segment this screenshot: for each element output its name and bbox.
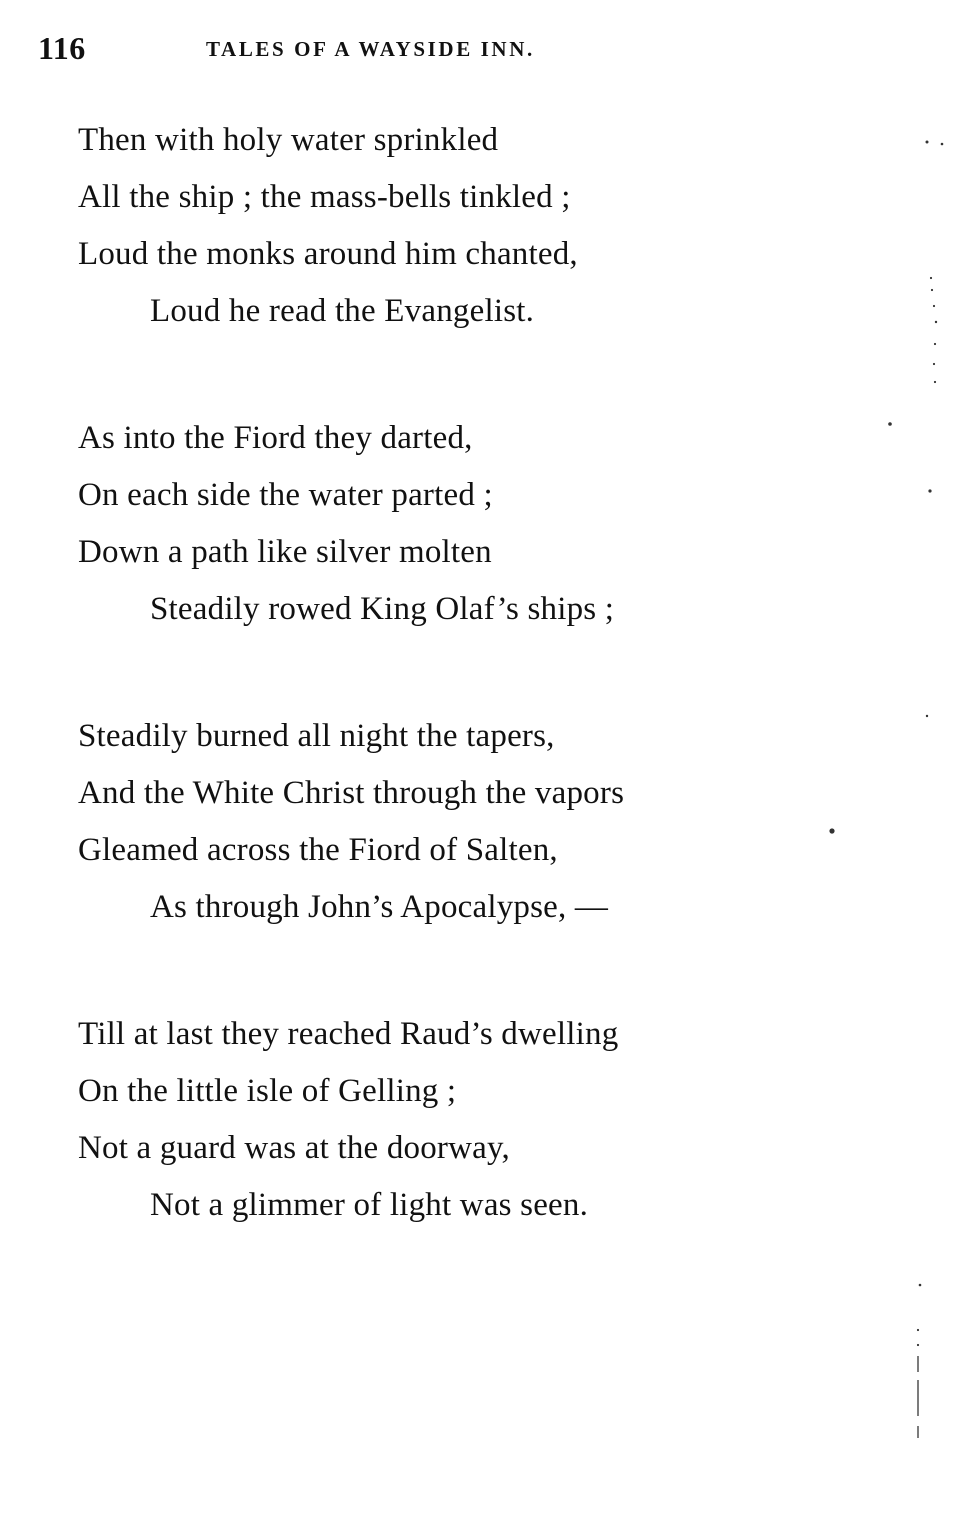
running-title: TALES OF A WAYSIDE INN. bbox=[206, 37, 535, 61]
poem-line: All the ship ; the mass-bells tinkled ; bbox=[78, 179, 571, 215]
stanza-2 bbox=[78, 415, 898, 643]
poem-line-indented: Loud he read the Evangelist. bbox=[150, 293, 535, 329]
stanza-1 bbox=[78, 117, 898, 345]
poem-line: Till at last they reached Raud’s dwelling bbox=[78, 1016, 619, 1052]
poem-line: Gleamed across the Fiord of Salten, bbox=[78, 832, 558, 868]
poem-line-indented: Not a glimmer of light was seen. bbox=[150, 1187, 589, 1223]
poem-line: Loud the monks around him chanted, bbox=[78, 236, 578, 272]
poem-line: On the little isle of Gelling ; bbox=[78, 1073, 457, 1109]
poem-line: Not a guard was at the doorway, bbox=[78, 1130, 511, 1166]
stanza-4 bbox=[78, 1011, 898, 1239]
poem-line-indented: Steadily rowed King Olaf’s ships ; bbox=[150, 591, 615, 627]
poem-line: Steadily burned all night the tapers, bbox=[78, 718, 555, 754]
poem-line: Down a path like silver molten bbox=[78, 534, 492, 570]
poem-line: And the White Christ through the vapors bbox=[78, 775, 625, 811]
stanza-3 bbox=[78, 713, 898, 941]
poem-line-indented: As through John’s Apocalypse, — bbox=[150, 889, 609, 925]
poem bbox=[78, 117, 898, 1309]
poem-line: Then with holy water sprinkled bbox=[78, 122, 499, 158]
poem-line: On each side the water parted ; bbox=[78, 477, 493, 513]
page-number: 116 bbox=[38, 30, 86, 66]
poem-line: As into the Fiord they darted, bbox=[78, 420, 473, 456]
